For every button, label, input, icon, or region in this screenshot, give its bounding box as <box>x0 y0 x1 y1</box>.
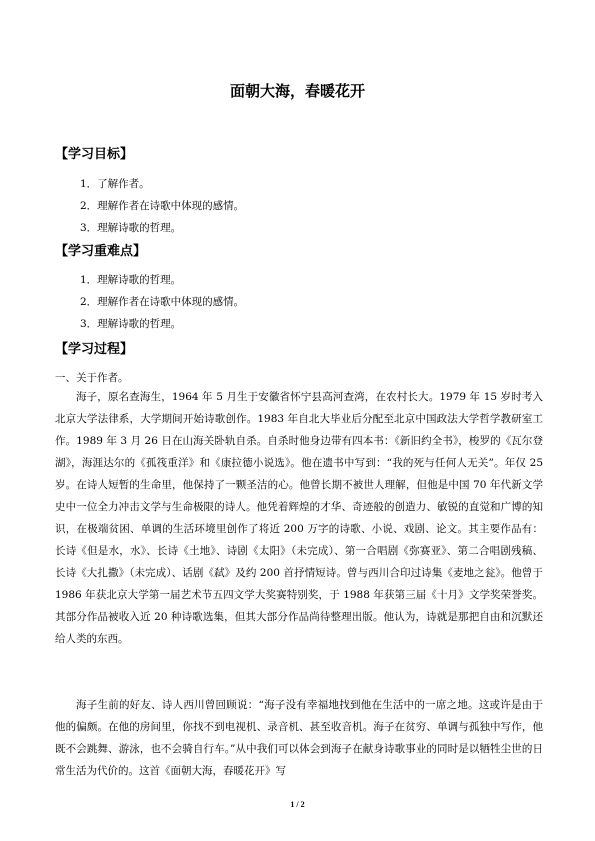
goal-item-2: 2．理解作者在诗歌中体现的感情。 <box>80 200 245 212</box>
author-paragraph: 海子，原名查海生，1964 年 5 月生于安徽省怀宁县高河查湾，在农村长大。1979 年 15 岁时考入北京大学法律系，大学期间开始诗歌创作。1983 年自北大毕业后分配至北京中国政法大学哲学教研室工作。1989 年 3 月 26 日在山海关卧轨自杀。自杀时他身边带有四本书：《新旧约全书》，梭罗的《瓦尔登湖》，海涯达尔的《孤筏重洋》和《康拉德小说选》。他在遗书中写到：“我的死与任何人无关”。年仅 25 岁。在诗人短暂的生命里，他保持了一颗圣洁的心。他曾长期不被世人理解，但他是中国 70 年代新文学史中一位全力冲击文学与生命极限的诗人。他凭着辉煌的才华、奇迹般的创造力、敏锐的直觉和广博的知识，在极端贫困、单调的生活环境里创作了将近 200 万字的诗歌、小说、戏剧、论文。其主要作品有：长诗《但是水，水》、长诗《土地》、诗剧《太阳》（未完成）、第一合唱剧《弥赛亚》、第二合唱剧残稿、长诗《大扎撒》（未完成）、话剧《弑》及约 200 首抒情短诗。曾与西川合印过诗集《麦地之瓮》。他曾于 1986 年获北京大学第一届艺术节五四文学大奖赛特别奖，于 1988 年获第三届《十月》文学奖荣誉奖。其部分作品被收入近 20 种诗歌选集，但其大部分作品尚待整理出版。他认为，诗就是那把自由和沉默还给人类的东西。 <box>55 391 543 645</box>
key-point-item-1: 1．理解诗歌的哲理。 <box>80 274 182 286</box>
friend-quote-paragraph: 海子生前的好友、诗人西川曾回顾说：“海子没有幸福地找到他在生活中的一席之地。这或许是由于他的偏颇。在他的房间里，你找不到电视机、录音机、甚至收音机。海子在贫穷、单调与孤独中写作，他既不会跳舞、游泳，也不会骑自行车。”从中我们可以体会到海子在献身诗歌事业的同时是以牺牲尘世的日常生活为代价的。这首《面朝大海，春暖花开》写 <box>55 699 543 777</box>
goal-item-1: 1．了解作者。 <box>80 178 150 190</box>
section-heading-key-points: 【学习重难点】 <box>55 244 147 259</box>
key-point-item-2: 2．理解作者在诗歌中体现的感情。 <box>80 296 245 308</box>
section-heading-learning-process: 【学习过程】 <box>55 342 134 357</box>
process-subheading: 一、关于作者。 <box>55 372 129 384</box>
key-point-item-3: 3．理解诗歌的哲理。 <box>80 318 182 330</box>
page-number: 1 / 2 <box>290 800 305 809</box>
section-heading-learning-goals: 【学习目标】 <box>55 147 134 162</box>
document-title: 面朝大海，春暖花开 <box>229 82 365 100</box>
goal-item-3: 3．理解诗歌的哲理。 <box>80 222 182 234</box>
